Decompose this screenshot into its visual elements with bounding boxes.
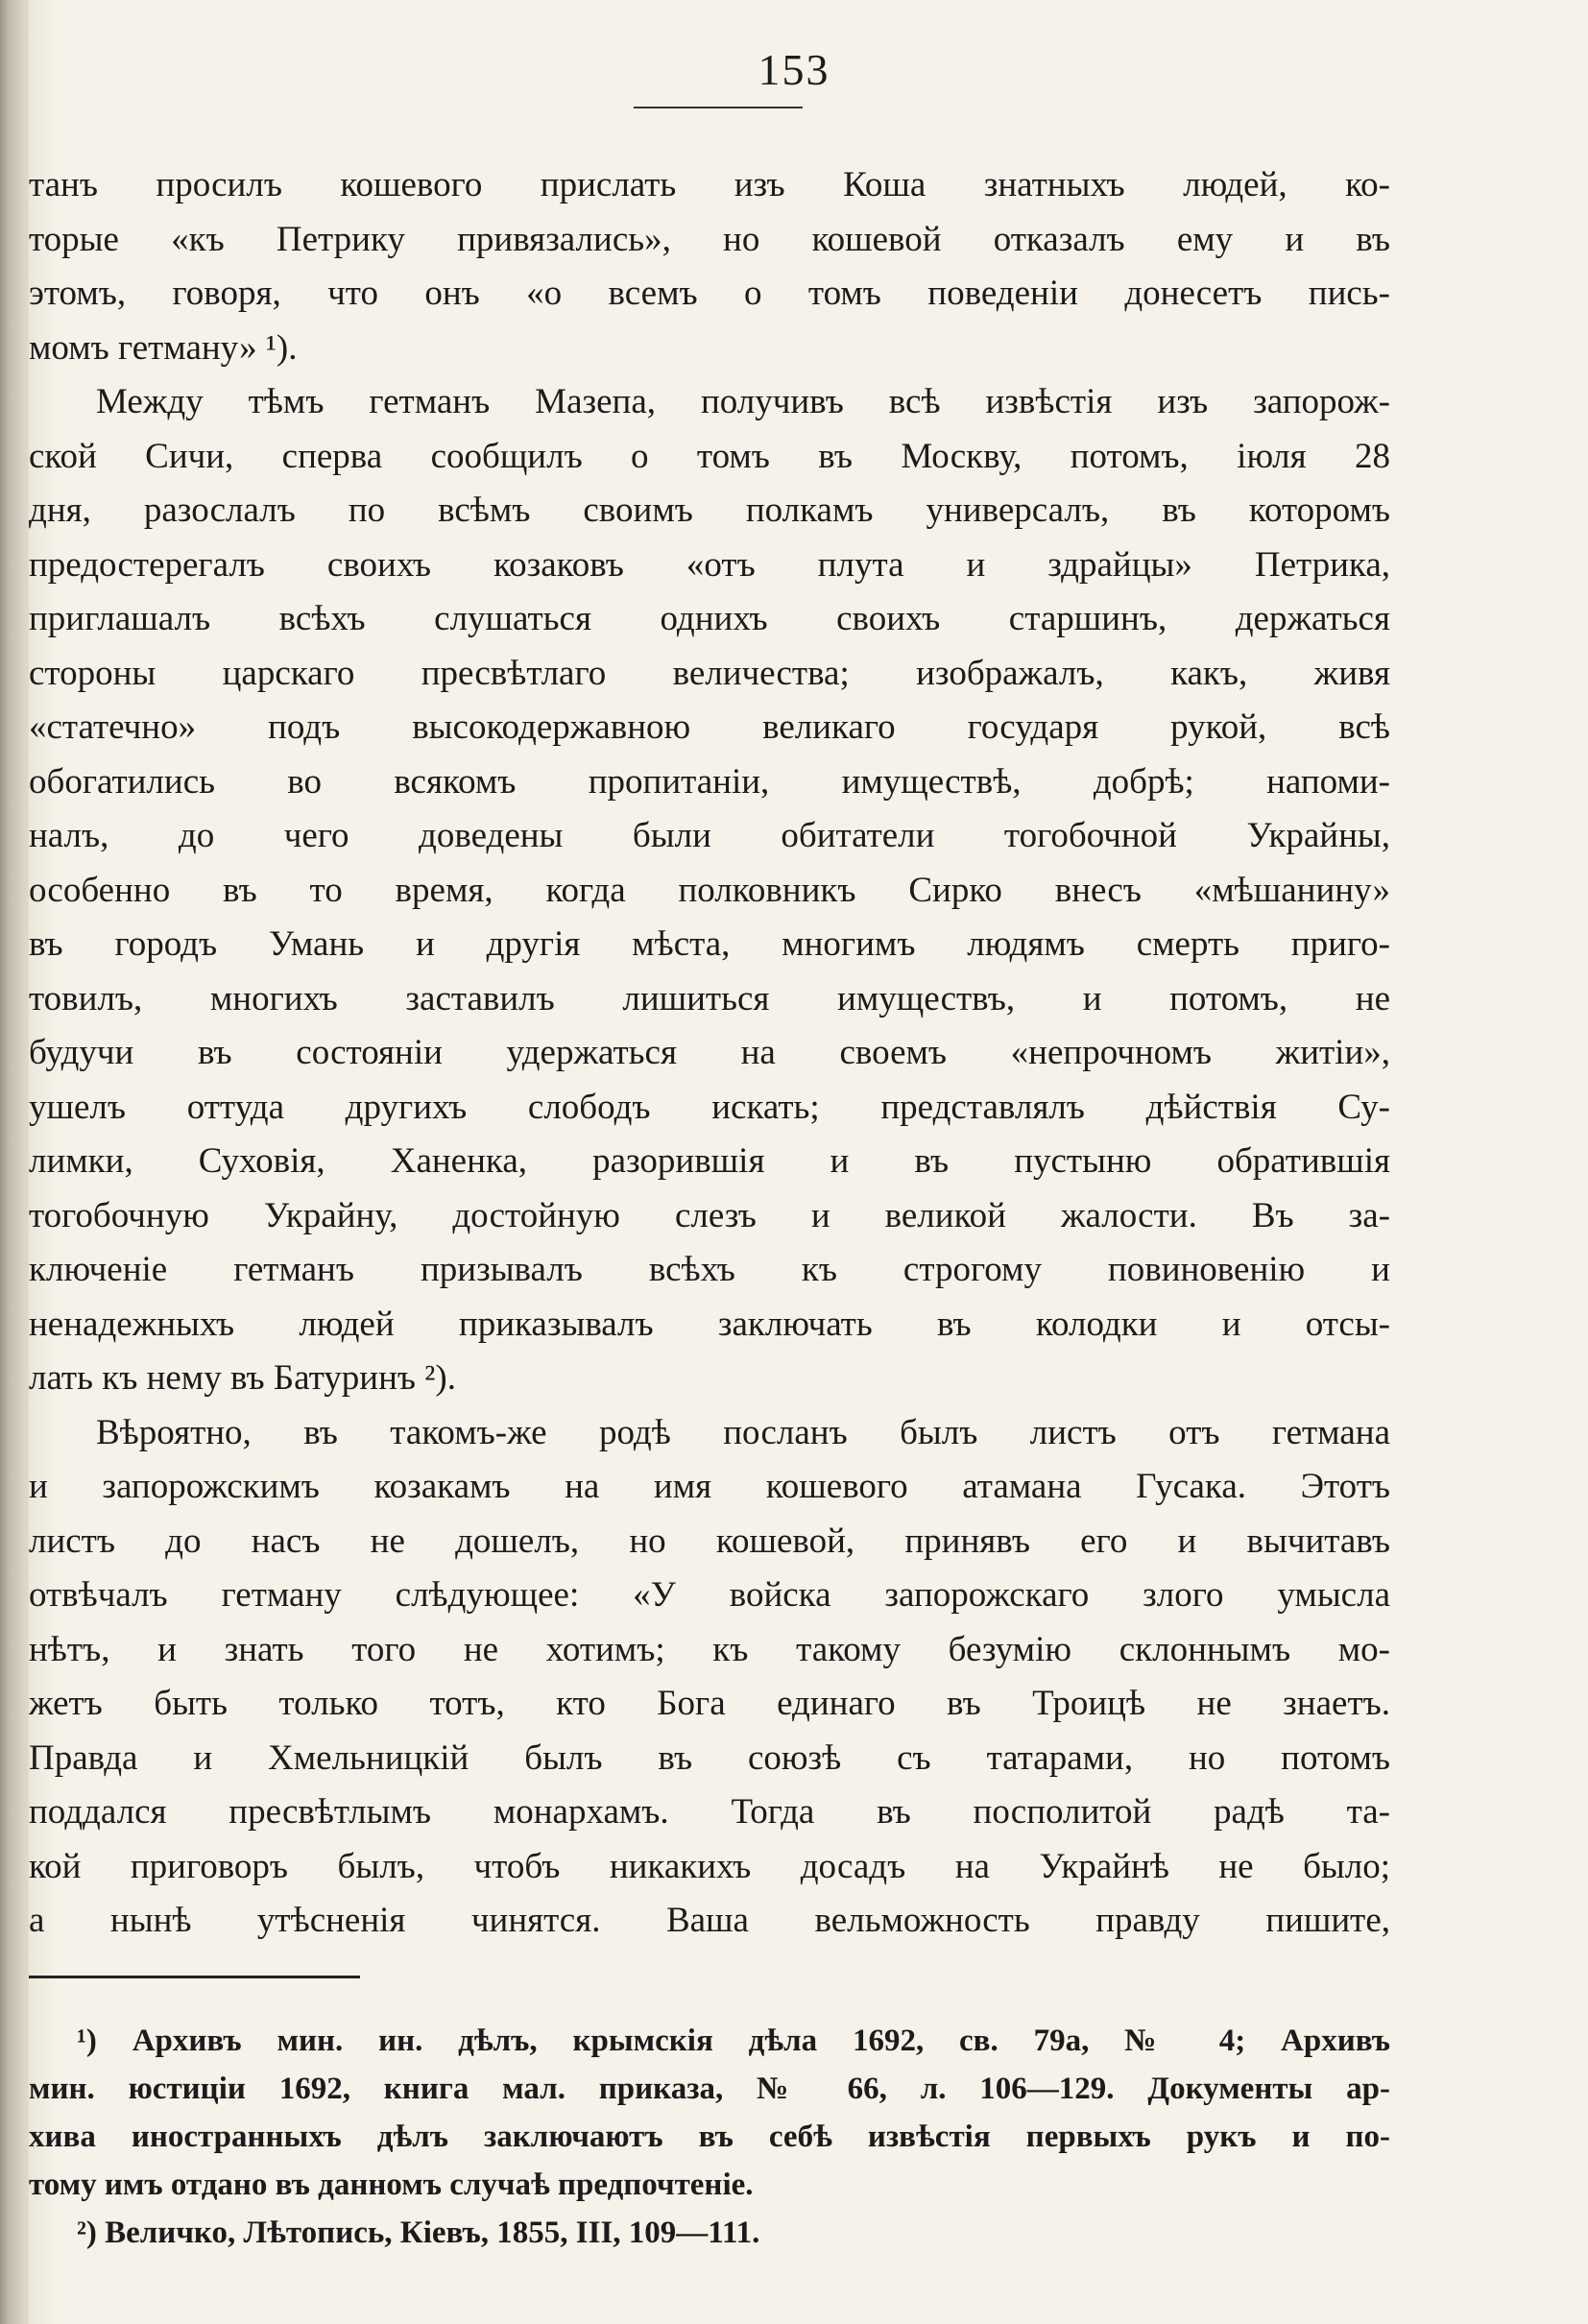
text-line: отвѣчалъ гетману слѣдующее: «У войска запорожскаго злого умысла bbox=[29, 1575, 1390, 1615]
text-line: и запорожскимъ козакамъ на имя кошевого атамана Гусака. Этотъ bbox=[29, 1467, 1390, 1506]
text-line: будучи въ состояніи удержаться на своемъ «непрочномъ житіи», bbox=[29, 1033, 1390, 1072]
text-line: предостерегалъ своихъ козаковъ «отъ плута и здрайцы» Петрика, bbox=[29, 544, 1390, 585]
text-line: поддался пресвѣтлымъ монархамъ. Тогда въ посполитой радѣ та- bbox=[29, 1792, 1390, 1832]
text-line: листъ до насъ не дошелъ, но кошевой, принявъ его и вычитавъ bbox=[29, 1521, 1390, 1561]
footnote-line: мин. юстиціи 1692, книга мал. приказа, № 66, л. 106—129. Документы ар- bbox=[29, 2072, 1390, 2106]
text-line: ненадежныхъ людей приказывалъ заключать въ колодки и отсы- bbox=[29, 1304, 1390, 1344]
text-line: торые «къ Петрику привязались», но кошевой отказалъ ему и въ bbox=[29, 219, 1390, 259]
footnote-line: ¹) Архивъ мин. ин. дѣлъ, крымскія дѣла 1692, св. 79а, № 4; Архивъ bbox=[77, 2024, 1390, 2058]
book-spine-shadow bbox=[0, 0, 29, 2324]
text-line: жетъ быть только тотъ, кто Бога единаго въ Троицѣ не знаетъ. bbox=[29, 1684, 1390, 1723]
text-line: въ городъ Умань и другія мѣста, многимъ людямъ смерть приго- bbox=[29, 924, 1390, 964]
text-line: ушелъ оттуда другихъ слободъ искать; представлялъ дѣйствія Су- bbox=[29, 1087, 1390, 1127]
text-line: товилъ, многихъ заставилъ лишиться имуществъ, и потомъ, не bbox=[29, 978, 1390, 1018]
body-text bbox=[29, 158, 1390, 1949]
text-line: лимки, Суховія, Ханенка, разорившія и въ пустыню обратившія bbox=[29, 1141, 1390, 1181]
text-line: тогобочную Украйну, достойную слезъ и великой жалости. Въ за- bbox=[29, 1195, 1390, 1235]
text-line: а нынѣ утѣсненія чинятся. Ваша вельможность правду пишите, bbox=[29, 1901, 1390, 1940]
text-line: стороны царскаго пресвѣтлаго величества; изображалъ, какъ, живя bbox=[29, 653, 1390, 693]
text-line: Правда и Хмельницкій былъ въ союзѣ съ татарами, но потомъ bbox=[29, 1737, 1390, 1778]
text-line: ской Сичи, сперва сообщилъ о томъ въ Москву, потомъ, іюля 28 bbox=[29, 436, 1390, 476]
footnote-line: тому имъ отдано въ данномъ случаѣ предпочтеніе. bbox=[29, 2168, 754, 2202]
text-line: Между тѣмъ гетманъ Мазепа, получивъ всѣ извѣстія изъ запорож- bbox=[96, 382, 1390, 421]
text-line: Вѣроятно, въ такомъ-же родѣ посланъ былъ листъ отъ гетмана bbox=[96, 1412, 1390, 1452]
text-line: «статечно» подъ высокодержавною великаго государя рукой, всѣ bbox=[29, 707, 1390, 747]
text-line: нѣтъ, и знать того не хотимъ; къ такому безумію склоннымъ мо- bbox=[29, 1629, 1390, 1669]
text-line: момъ гетману» ¹). bbox=[29, 327, 298, 368]
text-line: дня, разослалъ по всѣмъ своимъ полкамъ универсалъ, въ которомъ bbox=[29, 491, 1390, 530]
text-line: особенно въ то время, когда полковникъ Сирко внесъ «мѣшанину» bbox=[29, 870, 1390, 910]
text-line: приглашалъ всѣхъ слушаться однихъ своихъ старшинъ, держаться bbox=[29, 599, 1390, 638]
text-line: этомъ, говоря, что онъ «о всемъ о томъ поведеніи донесетъ пись- bbox=[29, 274, 1390, 313]
footnote-line: хива иностранныхъ дѣлъ заключаютъ въ себѣ извѣстія первыхъ рукъ и по- bbox=[29, 2120, 1390, 2154]
page-number-rule bbox=[634, 107, 803, 108]
text-line: лать къ нему въ Батуринъ ²). bbox=[29, 1358, 456, 1398]
text-line: кой приговоръ былъ, чтобъ никакихъ досадъ на Украйнѣ не было; bbox=[29, 1846, 1390, 1886]
text-line: обогатились во всякомъ пропитаніи, имуществѣ, добрѣ; напоми- bbox=[29, 761, 1390, 802]
text-line: танъ просилъ кошевого прислать изъ Коша знатныхъ людей, ко- bbox=[29, 165, 1390, 204]
footnote-line: ²) Величко, Лѣтопись, Кіевъ, 1855, III, 109—111. bbox=[77, 2216, 760, 2250]
text-line: ключеніе гетманъ призывалъ всѣхъ къ строгому повиновенію и bbox=[29, 1250, 1390, 1289]
text-line: налъ, до чего доведены были обитатели тогобочной Украйны, bbox=[29, 816, 1390, 855]
page-number: 153 bbox=[758, 45, 830, 94]
footnote-rule bbox=[29, 1976, 360, 1978]
footnotes bbox=[29, 2017, 1390, 2257]
